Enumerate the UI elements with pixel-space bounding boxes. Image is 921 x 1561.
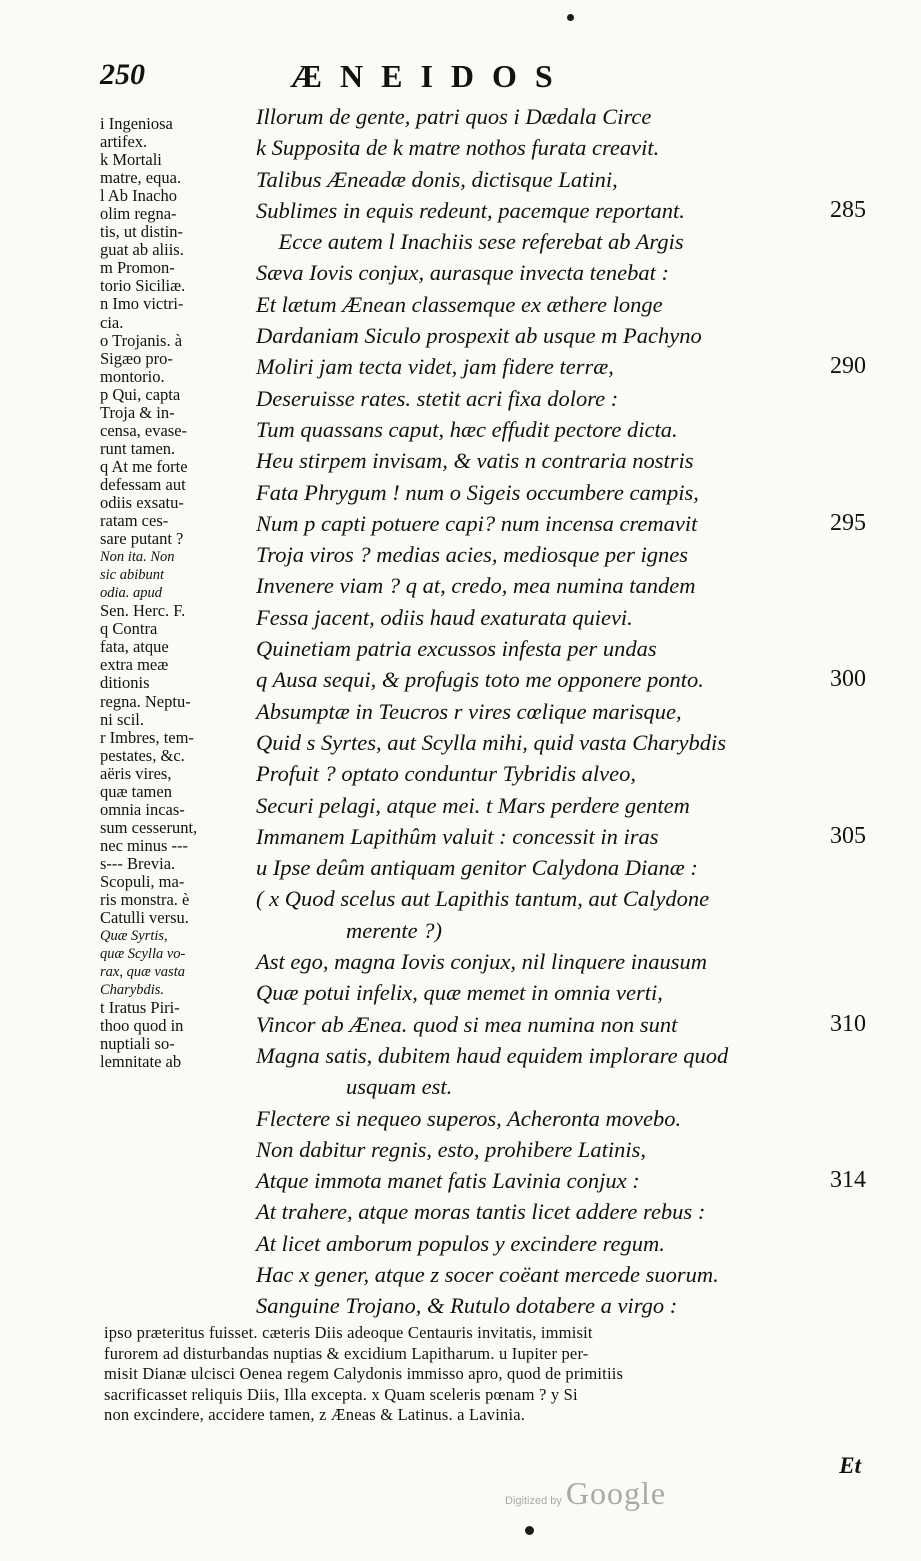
side-note-line: sum cesserunt,	[100, 818, 198, 837]
footnotes-block	[104, 1323, 874, 1426]
verse-text: Deseruisse rates. stetit acri fixa dolore :	[256, 385, 619, 411]
verse-text: Fessa jacent, odiis haud exaturata quievi.	[256, 604, 633, 630]
side-note-line: censa, evase-	[100, 421, 188, 440]
verse-line	[256, 320, 876, 351]
verse-line	[256, 664, 876, 695]
verse-text: Sanguine Trojano, & Rutulo dotabere a virgo :	[256, 1293, 678, 1319]
page-header	[100, 58, 880, 98]
side-note-line: Sen. Herc. F.	[100, 602, 186, 621]
verse-line	[256, 164, 876, 195]
watermark-logo-text: Google	[565, 1475, 667, 1511]
side-note-line: ditionis	[100, 674, 150, 693]
side-note-line: q Contra	[100, 620, 158, 639]
verse-text: Quinetiam patria excussos infesta per undas	[256, 636, 657, 662]
side-note-line: Scopuli, ma-	[100, 872, 185, 891]
verse-line	[256, 1040, 876, 1071]
verse-line	[256, 101, 876, 132]
verse-line	[256, 195, 876, 226]
verse-text: At trahere, atque moras tantis licet addere rebus :	[256, 1199, 706, 1225]
side-note-line: odia. apud	[100, 585, 163, 602]
verse-text: Hac x gener, atque z socer coëant mercede suorum.	[256, 1261, 719, 1287]
verse-line	[256, 445, 876, 476]
verse-text: Magna satis, dubitem haud equidem implorare quod	[256, 1042, 729, 1068]
side-note-line: r Imbres, tem-	[100, 728, 194, 747]
verse-text: Ast ego, magna Iovis conjux, nil linquere inausum	[256, 949, 707, 975]
verse-number: 300	[830, 666, 866, 693]
verse-column	[256, 101, 876, 1322]
side-note-line: Sigæo pro-	[100, 349, 173, 368]
side-note-line: artifex.	[100, 133, 148, 152]
side-note-line: matre, equa.	[100, 169, 182, 188]
verse-text: Fata Phrygum ! num o Sigeis occumbere campis,	[256, 479, 699, 505]
verse-text: Non dabitur regnis, esto, prohibere Latinis,	[256, 1136, 647, 1162]
verse-text: Immanem Lapithûm valuit : concessit in iras	[256, 823, 659, 849]
verse-text: q Ausa sequi, & profugis toto me opponere ponto.	[256, 667, 704, 693]
verse-text: Invenere viam ? q at, credo, mea numina tandem	[256, 573, 696, 599]
verse-line	[256, 1165, 876, 1196]
side-note-line: Non ita. Non	[100, 549, 175, 566]
verse-text: Securi pelagi, atque mei. t Mars perdere gentem	[256, 792, 690, 818]
top-ink-dot	[567, 14, 574, 21]
side-note-line: n Imo victri-	[100, 295, 184, 314]
verse-line	[256, 132, 876, 163]
side-note-line: thoo quod in	[100, 1017, 184, 1036]
side-note-line: sare putant ?	[100, 530, 184, 549]
footnote-line: ipso præteritus fuisset. cæteris Diis adeoque Centauris invitatis, immisit	[104, 1323, 593, 1342]
side-note-line: regna. Neptu-	[100, 692, 191, 711]
running-title: ÆNEIDOS	[290, 58, 571, 94]
verse-line	[256, 226, 876, 257]
side-note-line: ris monstra. è	[100, 891, 190, 910]
side-note-line: m Promon-	[100, 259, 175, 278]
verse-text: Sæva Iovis conjux, aurasque invecta tenebat :	[256, 260, 670, 286]
verse-line	[256, 1103, 876, 1134]
verse-text: merente ?)	[256, 917, 442, 943]
verse-line	[256, 821, 876, 852]
side-note-line: k Mortali	[100, 151, 162, 170]
footnote-line: furorem ad disturbandas nuptias & excidium Lapitharum. u Iupiter per-	[104, 1343, 589, 1363]
side-note-line: q At me forte	[100, 457, 188, 476]
side-note-line: lemnitate ab	[100, 1053, 182, 1072]
verse-text: At licet amborum populos y excindere regum.	[256, 1230, 665, 1256]
side-note-line: runt tamen.	[100, 439, 176, 458]
side-note-line: Troja & in-	[100, 403, 175, 422]
side-note-line: i Ingeniosa	[100, 115, 173, 133]
side-note-line: montorio.	[100, 367, 165, 386]
bottom-ink-dot	[525, 1526, 534, 1535]
verse-line	[256, 289, 876, 320]
side-note-line: Catulli versu.	[100, 909, 189, 928]
verse-number: 305	[830, 822, 866, 849]
verse-number: 290	[830, 353, 866, 380]
side-note-line: l Ab Inacho	[100, 187, 177, 206]
verse-line	[256, 602, 876, 633]
side-note-line: olim regna-	[100, 205, 177, 224]
verse-text: Dardaniam Siculo prospexit ab usque m Pachyno	[256, 323, 702, 349]
verse-line	[256, 915, 876, 946]
verse-line	[256, 1134, 876, 1165]
page-number: 250	[100, 58, 145, 91]
verse-text: Troja viros ? medias acies, mediosque per ignes	[256, 542, 689, 568]
side-note-line: omnia incas-	[100, 800, 185, 819]
verse-line	[256, 1196, 876, 1227]
verse-text: Flectere si nequeo superos, Acheronta movebo.	[256, 1105, 682, 1131]
verse-text: usquam est.	[256, 1074, 453, 1100]
verse-line	[256, 1259, 876, 1290]
catchword: Et	[839, 1453, 861, 1478]
side-note-line: pestates, &c.	[100, 746, 185, 765]
side-note-line: o Trojanis. à	[100, 331, 183, 350]
verse-text: Moliri jam tecta videt, jam fidere terræ,	[256, 354, 614, 380]
verse-number: 285	[830, 196, 866, 223]
side-note-line: ratam ces-	[100, 512, 169, 531]
verse-line	[256, 696, 876, 727]
verse-line	[256, 946, 876, 977]
side-note-line: tis, ut distin-	[100, 223, 183, 242]
verse-text: Atque immota manet fatis Lavinia conjux :	[256, 1168, 640, 1194]
side-note-line: extra meæ	[100, 656, 169, 675]
side-note-line: nec minus ---	[100, 836, 188, 855]
side-note-line: aëris vires,	[100, 764, 172, 783]
verse-line	[256, 257, 876, 288]
side-note-line: ni scil.	[100, 710, 144, 729]
verse-text: Tum quassans caput, hæc effudit pectore dicta.	[256, 416, 678, 442]
verse-text: Talibus Æneadæ donis, dictisque Latini,	[256, 166, 618, 192]
verse-text: Vincor ab Ænea. quod si mea numina non sunt	[256, 1011, 678, 1037]
verse-line	[256, 383, 876, 414]
watermark-small-text: Digitized by	[505, 1495, 562, 1507]
verse-line	[256, 539, 876, 570]
verse-line	[256, 1009, 876, 1040]
verse-text: Heu stirpem invisam, & vatis n contraria nostris	[256, 448, 694, 474]
side-notes-column	[100, 115, 248, 1071]
side-note-line: rax, quæ vasta	[100, 964, 185, 981]
verse-text: Profuit ? optato conduntur Tybridis alveo,	[256, 761, 636, 787]
verse-line	[256, 1071, 876, 1102]
side-note-line: t Iratus Piri-	[100, 999, 180, 1018]
verse-line	[256, 1228, 876, 1259]
side-note-line: defessam aut	[100, 475, 186, 494]
verse-line	[256, 883, 876, 914]
verse-line	[256, 508, 876, 539]
verse-line	[256, 633, 876, 664]
side-note-line: Charybdis.	[100, 982, 165, 999]
verse-line	[256, 351, 876, 382]
side-note-line: s--- Brevia.	[100, 854, 176, 873]
verse-line	[256, 477, 876, 508]
verse-text: Num p capti potuere capi? num incensa cremavit	[256, 510, 698, 536]
verse-text: Absumptæ in Teucros r vires cœlique marisque,	[256, 698, 682, 724]
verse-text: Ecce autem l Inachiis sese referebat ab Argis	[256, 229, 684, 255]
verse-line	[256, 727, 876, 758]
side-note-line: cia.	[100, 313, 124, 332]
side-note-line: Quæ Syrtis,	[100, 928, 168, 945]
verse-number: 314	[830, 1167, 866, 1194]
footnote-line: misit Dianæ ulcisci Oenea regem Calydonis immisso apro, quod de primitiis	[104, 1364, 624, 1384]
side-note-line: fata, atque	[100, 638, 169, 657]
side-note-line: torio Siciliæ.	[100, 277, 186, 296]
side-note-line: quæ tamen	[100, 782, 172, 801]
verse-number: 295	[830, 509, 866, 536]
digitized-watermark	[505, 1475, 666, 1512]
verse-line	[256, 977, 876, 1008]
side-note-line: sic abibunt	[100, 567, 165, 584]
verse-line	[256, 758, 876, 789]
verse-line	[256, 790, 876, 821]
side-note-line: nuptiali so-	[100, 1035, 175, 1054]
side-note-line: p Qui, capta	[100, 385, 181, 404]
verse-text: Quid s Syrtes, aut Scylla mihi, quid vasta Charybdis	[256, 729, 726, 755]
footnote-line: non excindere, accidere tamen, z Æneas & Latinus. a Lavinia.	[104, 1405, 526, 1425]
verse-line	[256, 852, 876, 883]
verse-text: Illorum de gente, patri quos i Dædala Circe	[256, 104, 652, 129]
verse-text: Sublimes in equis redeunt, pacemque reportant.	[256, 197, 685, 223]
verse-number: 310	[830, 1010, 866, 1037]
verse-line	[256, 414, 876, 445]
verse-text: Quæ potui infelix, quæ memet in omnia verti,	[256, 980, 663, 1006]
verse-text: Et lætum Ænean classemque ex æthere longe	[256, 291, 663, 317]
verse-text: u Ipse deûm antiquam genitor Calydona Dianæ :	[256, 855, 698, 881]
verse-line	[256, 570, 876, 601]
verse-line	[256, 1290, 876, 1321]
side-note-line: quæ Scylla vo-	[100, 946, 186, 963]
side-note-line: guat ab aliis.	[100, 241, 184, 260]
footnote-line: sacrificasset reliquis Diis, Illa excepta. x Quam sceleris pœnam ? y Si	[104, 1384, 578, 1404]
verse-text: k Supposita de k matre nothos furata creavit.	[256, 135, 660, 161]
side-note-line: odiis exsatu-	[100, 493, 184, 512]
verse-text: ( x Quod scelus aut Lapithis tantum, aut Calydone	[256, 886, 710, 912]
